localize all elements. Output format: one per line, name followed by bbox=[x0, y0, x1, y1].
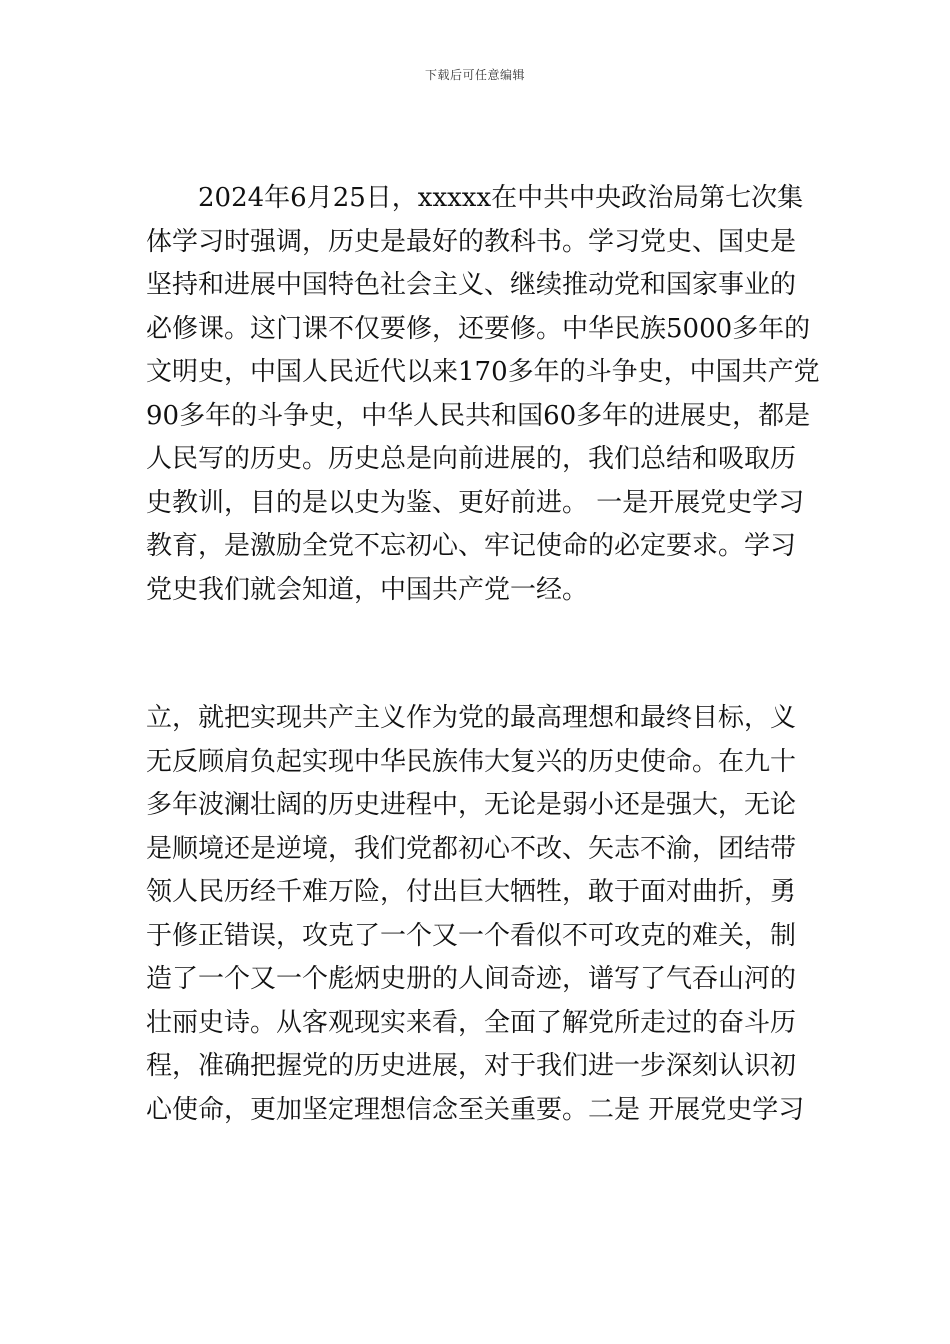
paragraph-line: 必修课。这门课不仅要修，还要修。中华民族5000多年的 bbox=[146, 313, 811, 344]
paragraph-1 bbox=[146, 177, 820, 612]
paragraph-line: 多年波澜壮阔的历史进程中，无论是弱小还是强大，无论 bbox=[146, 790, 797, 820]
paragraph-line: 文明史，中国人民近代以来170多年的斗争史，中国共产党 bbox=[146, 357, 820, 387]
paragraph-line: 教育，是激励全党不忘初心、牢记使命的必定要求。学习 bbox=[146, 531, 797, 561]
paragraph-line: 是顺境还是逆境，我们党都初心不改、矢志不渝，团结带 bbox=[146, 833, 797, 864]
paragraph-line: 于修正错误，攻克了一个又一个看似不可攻克的难关，制 bbox=[146, 920, 797, 951]
paragraph-line: 立，就把实现共产主义作为党的最高理想和最终目标，义 bbox=[146, 703, 797, 733]
page-header: 下载后可任意编辑 bbox=[424, 68, 525, 82]
paragraph-2 bbox=[146, 697, 806, 1132]
paragraph-line: 程，准确把握党的历史进展，对于我们进一步深刻认识初 bbox=[146, 1051, 797, 1081]
paragraph-line: 领人民历经千难万险，付出巨大牺牲，敢于面对曲折，勇 bbox=[146, 877, 797, 907]
paragraph-line: 史教训，目的是以史为鉴、更好前进。 一是开展党史学习 bbox=[146, 487, 805, 518]
paragraph-line: 体学习时强调，历史是最好的教科书。学习党史、国史是 bbox=[146, 226, 797, 257]
paragraph-line: 心使命，更加坚定理想信念至关重要。二是 开展党史学习 bbox=[146, 1094, 805, 1125]
paragraph-line: 坚持和进展中国特色社会主义、继续推动党和国家事业的 bbox=[146, 270, 797, 300]
paragraph-line: 90多年的斗争史，中华人民共和国60多年的进展史，都是 bbox=[146, 400, 811, 431]
paragraph-line: 2024年6月25日，xxxxx在中共中央政治局第七次集 bbox=[198, 183, 804, 213]
paragraph-line: 壮丽史诗。从客观现实来看，全面了解党所走过的奋斗历 bbox=[146, 1007, 797, 1038]
paragraph-line: 无反顾肩负起实现中华民族伟大复兴的历史使命。在九十 bbox=[146, 746, 797, 777]
paragraph-line: 党史我们就会知道，中国共产党一经。 bbox=[146, 574, 589, 605]
paragraph-line: 人民写的历史。历史总是向前进展的，我们总结和吸取历 bbox=[146, 444, 797, 474]
paragraph-line: 造了一个又一个彪炳史册的人间奇迹，谱写了气吞山河的 bbox=[146, 964, 797, 994]
